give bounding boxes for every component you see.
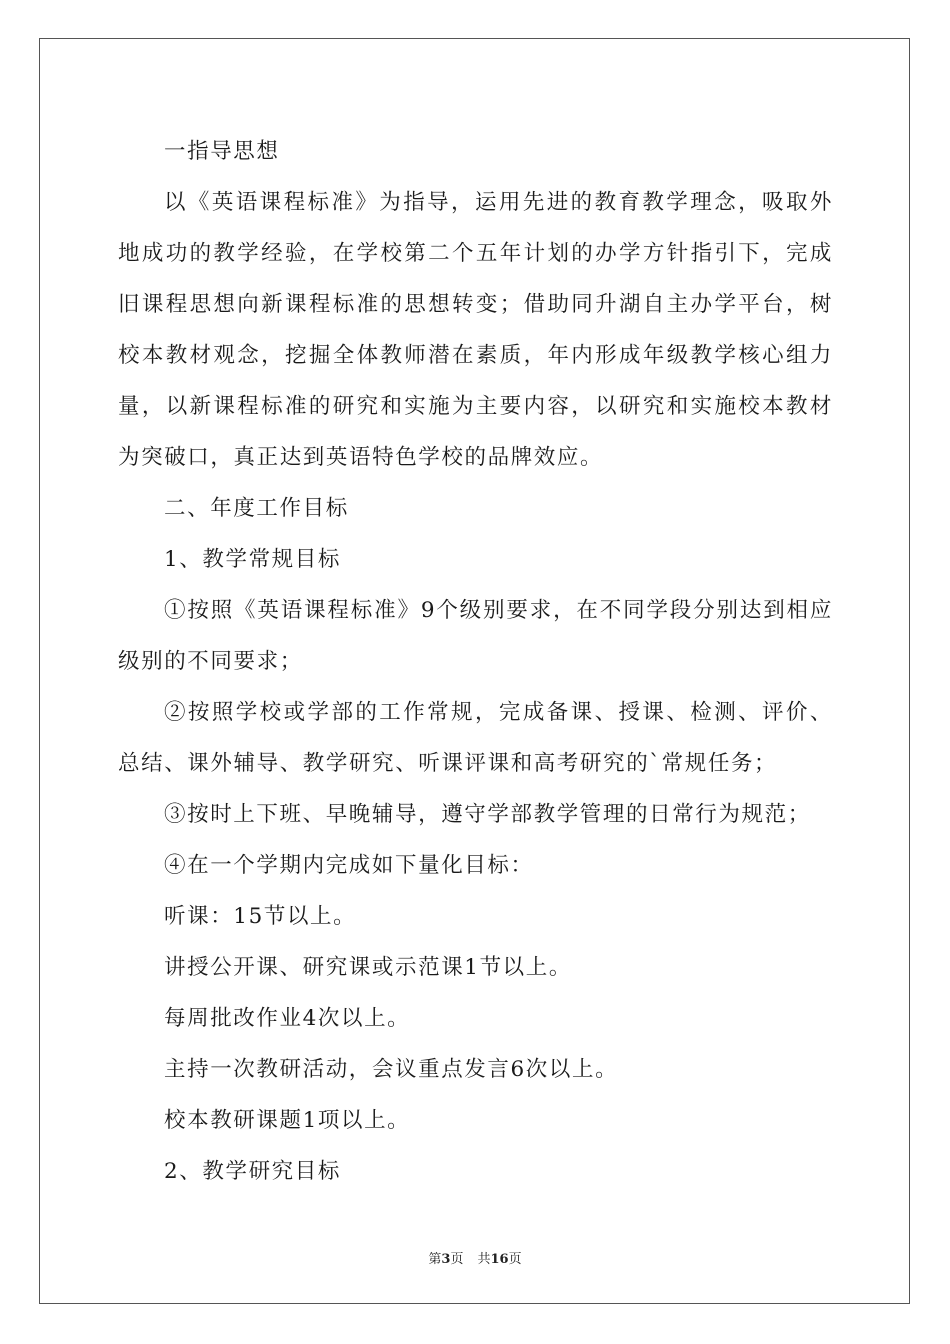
list-item-4: ④在一个学期内完成如下量化目标： [164,853,534,878]
quota-open-lessons: 讲授公开课、研究课或示范课1节以上。 [164,955,572,980]
current-page-number: 3 [441,1252,451,1267]
quota-lessons-observed: 听课：15节以上。 [164,904,357,929]
quota-research-activity: 主持一次教研活动，会议重点发言6次以上。 [164,1057,619,1082]
page-suffix: 页 [450,1252,464,1267]
page-footer [0,1248,950,1267]
list-item-1: ①按照《英语课程标准》9个级别要求，在不同学段分别达到相应级别的不同要求； [118,598,833,674]
list-item-3: ③按时上下班、早晚辅导，遵守学部教学管理的日常行为规范； [164,802,811,827]
document-body [118,126,833,1197]
paragraph-guiding-thought: 以《英语课程标准》为指导，运用先进的教育教学理念，吸取外地成功的教学经验，在学校第二个五年计划的办学方针指引下，完成旧课程思想向新课程标准的思想转变；借助同升湖自主办学平台，树校本教材观念，挖掘全体教师潜在素质，年内形成年级教学核心组力量，以新课程标准的研究和实施为主要内容，以研究和实施校本教材为突破口，真正达到英语特色学校的品牌效应。 [118,190,833,470]
heading-annual-goals: 二、年度工作目标 [164,496,349,521]
total-prefix: 共 [477,1252,491,1267]
page-prefix: 第 [428,1252,442,1267]
heading-routine-goals: 1、教学常规目标 [164,547,341,572]
quota-research-topic: 校本教研课题1项以上。 [164,1108,411,1133]
total-suffix: 页 [508,1252,522,1267]
heading-guiding-thought: 一指导思想 [164,139,280,164]
heading-research-goals: 2、教学研究目标 [164,1159,341,1184]
list-item-2: ②按照学校或学部的工作常规，完成备课、授课、检测、评价、总结、课外辅导、教学研究、听课评课和高考研究的`常规任务； [118,700,833,776]
total-page-number: 16 [490,1252,509,1267]
quota-homework-grading: 每周批改作业4次以上。 [164,1006,411,1031]
